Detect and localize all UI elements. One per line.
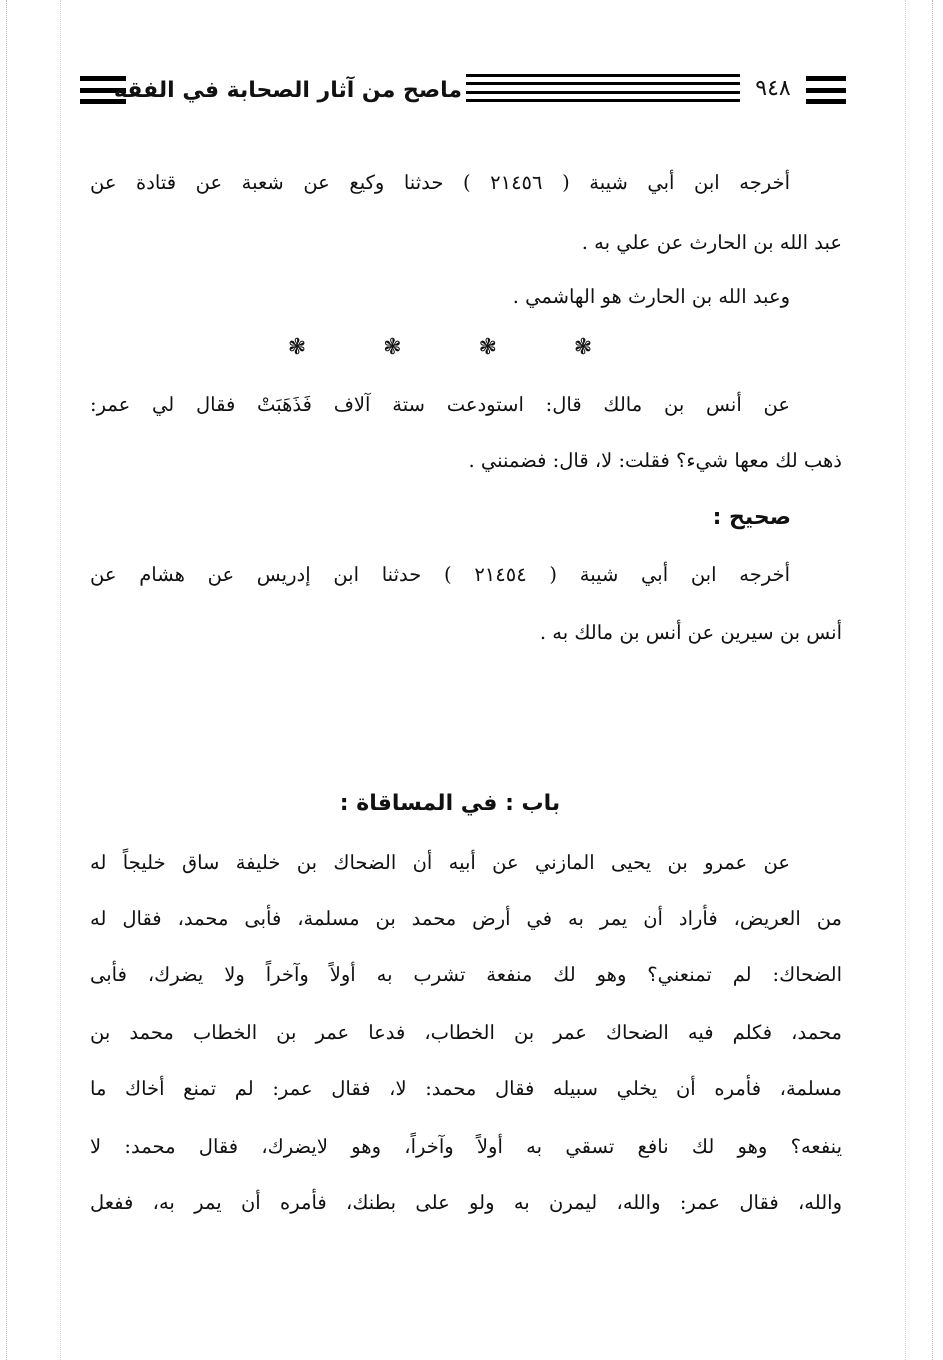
scan-margin-line (60, 0, 61, 1360)
athar-text-line: ذهب لك معها شيء؟ فقلت: لا، قال: فضمنني . (468, 449, 842, 472)
athar-text-line: من العريض، فأراد أن يمر به في أرض محمد بن مسلمة، فأبى محمد، فقال له (90, 907, 842, 930)
page-header (74, 66, 848, 114)
athar-text-line: محمد، فكلم فيه الضحاك عمر بن الخطاب، فدعا عمر بن الخطاب محمد بن (90, 1021, 842, 1044)
star-ornament-icon: ❃ (573, 335, 593, 360)
athar-text-line: والله، فقال عمر: والله، ليمرن به ولو على بطنك، فأمره أن يمر به، ففعل (90, 1191, 842, 1214)
page-number: ٩٤٨ (740, 74, 806, 104)
takhrij-line: أخرجه ابن أبي شيبة ( ٢١٤٥٤ ) حدثنا ابن إدريس عن هشام عن (90, 563, 790, 586)
athar-text-line: ينفعه؟ وهو لك نافع تسقي به أولاً وآخراً، وهو لايضرك، فقال محمد: لا (90, 1135, 842, 1158)
takhrij-line: عبد الله بن الحارث عن علي به . (581, 231, 842, 254)
scan-margin-line (905, 0, 906, 1360)
scan-margin-line (6, 0, 7, 1360)
book-title: ماصح من آثار الصحابة في الفقه (113, 78, 462, 103)
takhrij-line: أخرجه ابن أبي شيبة ( ٢١٤٥٦ ) حدثنا وكيع عن شعبة عن قتادة عن (90, 171, 790, 194)
takhrij-line: أنس بن سيرين عن أنس بن مالك به . (539, 621, 842, 644)
athar-text-line: عن عمرو بن يحيى المازني عن أبيه أن الضحاك بن خليفة ساق خليجاً له (90, 851, 790, 874)
header-rule-right (806, 76, 846, 104)
athar-text-line: الضحاك: لم تمنعني؟ وهو لك منفعة تشرب به أولاً وآخراً ولا يضرك، فأبى (90, 963, 842, 986)
star-ornament-icon: ❃ (287, 335, 307, 360)
star-ornament-icon: ❃ (478, 335, 497, 360)
chapter-heading: باب : في المساقاة : (339, 791, 561, 816)
scan-margin-line (932, 0, 933, 1360)
athar-text-line: عن أنس بن مالك قال: استودعت ستة آلاف فَذَهَبَتْ فقال لي عمر: (90, 393, 790, 416)
grade-heading: صحيح : (712, 505, 791, 530)
note-line: وعبد الله بن الحارث هو الهاشمي . (512, 285, 790, 308)
star-ornament-icon: ❃ (383, 335, 402, 360)
athar-text-line: مسلمة، فأمره أن يخلي سبيله فقال محمد: لا، فقال عمر: لم تمنع أخاك ما (90, 1077, 842, 1100)
section-separator (280, 334, 600, 362)
